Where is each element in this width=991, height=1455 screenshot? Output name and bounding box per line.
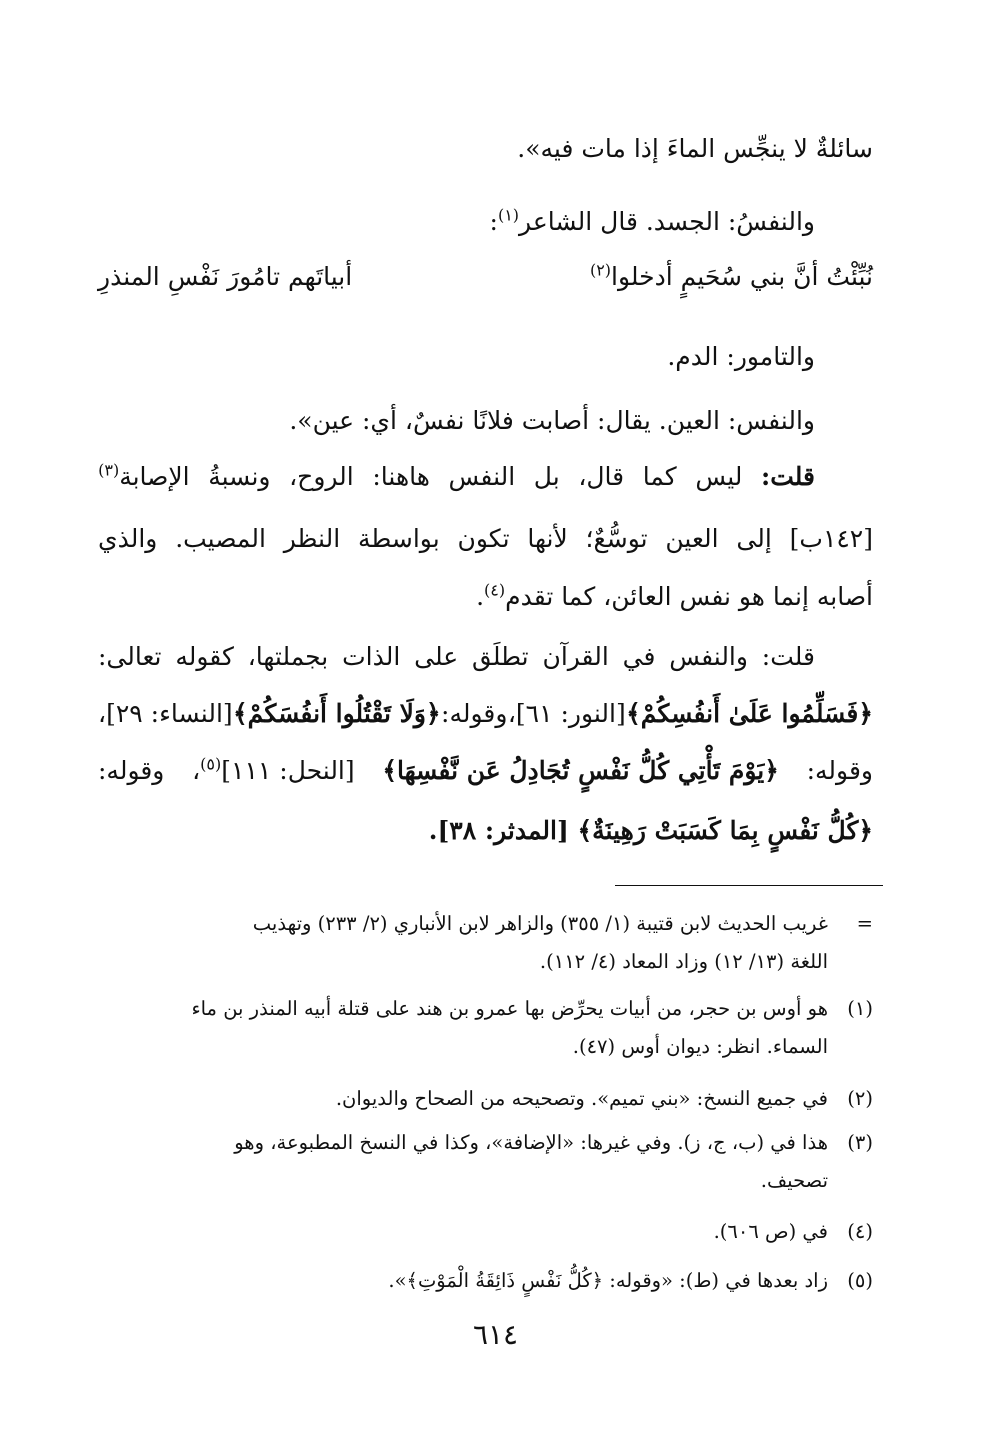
word: النفس [448, 462, 516, 491]
footnote-line: هذا في (ب، ج، ز). وفي غيرها: «الإضافة»، وكذا في النسخ المطبوعة، وهو [234, 1131, 828, 1154]
text-line-4 [667, 328, 815, 385]
word: الروح، [289, 462, 354, 491]
word: تطلَق [472, 642, 529, 671]
footnote-number: (٣) [847, 1131, 873, 1154]
text-line-7 [98, 510, 873, 567]
footnote-line: زاد بعدها في (ط): «وقوله: ﴿كُلُّ نَفْسٍ ذَائِقَةُ الْمَوْتِ﴾». [388, 1269, 828, 1292]
verse-text-1: نُبِّئْتُ أنَّ بني سُحَيمٍ أدخلوا [611, 262, 873, 291]
surah-ref: [النساء: ٢٩]، [98, 699, 233, 728]
text-line-12 [429, 802, 873, 859]
text-line-9 [98, 628, 815, 685]
word: في [622, 642, 656, 671]
verse-hemistich-2: أبياتَهم تامُورَ نَفْسِ المنذرِ [98, 262, 353, 291]
text-l1: سائلةٌ لا ينجِّس الماءَ إذا مات فيه». [517, 134, 873, 163]
text-line-10 [98, 685, 873, 742]
footnote-number: (١) [847, 997, 873, 1020]
punct: ، [192, 756, 201, 785]
page-number: ٦١٤ [472, 1318, 519, 1351]
word: توسُّعٌ؛ [585, 524, 648, 553]
quran-verse: ﴿يَوْمَ تَأْتِي كُلُّ نَفْسٍ تُجَادِلُ عَن نَّفْسِهَا﴾ [382, 756, 779, 785]
text-l4: والتامور: الدم. [667, 342, 815, 371]
poetry-verse [98, 262, 873, 319]
word: الإصابة [119, 462, 190, 491]
quran-verse: ﴿فَسَلِّمُوا عَلَىٰ أَنفُسِكُمْ﴾ [626, 699, 873, 728]
text-line-6 [98, 448, 873, 505]
manuscript-ref: [١٤٢ب] [789, 524, 873, 553]
word: ليس [695, 462, 743, 491]
footnote-ref-3[interactable]: (٣) [98, 460, 120, 480]
punct: : [489, 207, 498, 236]
word: على [414, 642, 459, 671]
verse-hemistich-1 [590, 262, 873, 291]
text-line-11 [98, 742, 873, 799]
footnote-number: (٢) [847, 1087, 873, 1110]
footnote-line: في جميع النسخ: «بني تميم». وتصحيحه من الصحاح والديوان. [335, 1087, 828, 1110]
word: والنفس [669, 642, 748, 671]
footnote-line: هو أوس بن حجر، من أبيات يحرِّض بها عمرو بن هند على قتلة أبيه المنذر بن ماء [191, 997, 828, 1020]
surah-ref: [النور: ٦١]، [507, 699, 626, 728]
word: قلت: [761, 642, 815, 671]
footnote-line: تصحيف. [760, 1169, 828, 1192]
word: النظر [283, 524, 341, 553]
text-l12: ﴿كُلُّ نَفْسٍ بِمَا كَسَبَتْ رَهِينَةٌ﴾ [المدثر: ٣٨]. [428, 816, 873, 845]
footnote-line [98, 905, 828, 943]
word: تكون [457, 524, 510, 553]
word: القرآن [542, 642, 609, 671]
footnote-number: = [856, 912, 873, 935]
word: العين [665, 524, 719, 553]
text-line-5 [289, 392, 815, 449]
footnote-line: في (ص ٦٠٦). [713, 1220, 828, 1243]
word: تعالى: [98, 642, 162, 671]
footnote-ref-4[interactable]: (٤) [484, 580, 506, 600]
quran-verse: ﴿وَلَا تَقْتُلُوا أَنفُسَكُمْ﴾ [233, 699, 441, 728]
word: ونسبةُ [208, 462, 271, 491]
footnote-number: (٥) [847, 1269, 873, 1292]
word: الذات [342, 642, 401, 671]
footnote-ref-5[interactable]: (٥) [200, 754, 222, 774]
word: كقوله [175, 642, 234, 671]
footnote-text: غريب الحديث لابن قتيبة (١/ ٣٥٥) والزاهر لابن الأنباري (٢/ ٢٣٣) وتهذيب [252, 912, 828, 935]
text-line-2 [490, 193, 816, 250]
word: إلى [736, 524, 772, 553]
word: لأنها [527, 524, 568, 553]
word: المصيب. [175, 524, 266, 553]
footnote-ref-2[interactable]: (٢) [589, 260, 612, 280]
word: كما [642, 462, 677, 491]
word: بجملتها، [247, 642, 329, 671]
word: بل [533, 462, 560, 491]
word: وقوله: [441, 699, 508, 728]
word: والذي [98, 524, 158, 553]
word: بواسطة [357, 524, 440, 553]
footnote-number: (٤) [847, 1220, 873, 1243]
word: قال، [578, 462, 625, 491]
text-l2: والنفسُ: الجسد. قال الشاعر [519, 207, 815, 236]
surah-ref: [النحل: ١١١] [221, 756, 355, 785]
word: هاهنا: [372, 462, 430, 491]
keyword-qult: قلت: [760, 462, 815, 491]
punct: . [476, 582, 485, 611]
footnote-ref-1[interactable]: (١) [497, 205, 520, 225]
text-line-8 [476, 568, 873, 625]
word: وقوله: [806, 756, 873, 785]
word: وقوله: [98, 756, 165, 785]
text-line-1 [517, 120, 873, 177]
footnote-line: اللغة (١٣/ ١٢) وزاد المعاد (٤/ ١١٢). [539, 950, 828, 973]
footnote-separator [615, 885, 883, 886]
text-l5: والنفس: العين. يقال: أصابت فلانًا نفسٌ، أي: عين». [289, 406, 815, 435]
text-l8: أصابه إنما هو نفس العائن، كما تقدم [505, 582, 873, 611]
footnote-line: السماء. انظر: ديوان أوس (٤٧). [572, 1035, 828, 1058]
